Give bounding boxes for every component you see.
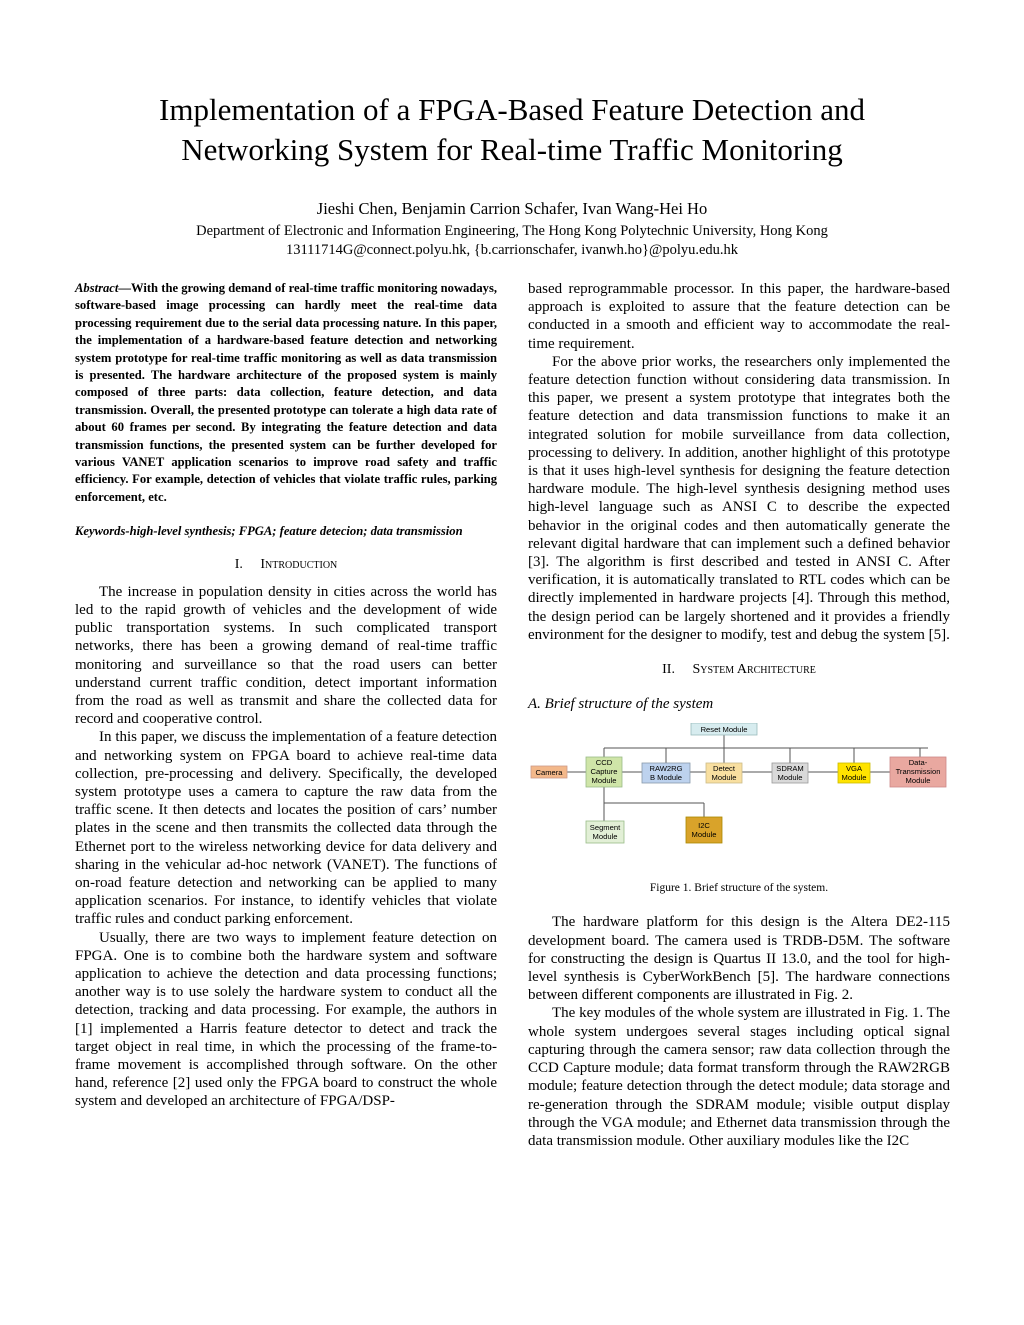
title-line-2: Networking System for Real-time Traffic Monitoring xyxy=(181,132,843,167)
right-column xyxy=(528,280,950,1150)
abstract-text: With the growing demand of real-time traffic monitoring nowadays, software-based image processing can hardly meet the real-time data processing requirement due to the serial data processing nature. In this paper, the implementation of a hardware-based feature detection and networking system prototype for real-time traffic monitoring as well as data transmission is presented. The hardware architecture of the proposed system is mainly composed of three parts: data collection, feature detection, and data transmission. Overall, the presented prototype can tolerate a high data rate of about 60 frames per second. By integrating the feature detection and data transmission functions, the presented system can be further developed for various VANET application scenarios to improve road safety and traffic efficiency. For example, detection of vehicles that violate traffic rules, parking enforcement, etc. xyxy=(75,281,497,504)
segment-label-2: Module xyxy=(592,832,618,842)
dt-label-3: Module xyxy=(905,776,931,786)
ccd-label-3: Module xyxy=(591,776,617,786)
right-paragraph-2: The hardware platform for this design is the Altera DE2-115 development board. The camera used is TRDB-D5M. The software for constructing the design is Quartus II 13.0, and the tool for high-level synthesis is CyberWorkBench [5]. The hardware connections between different components are illustrated in Fig. 2. xyxy=(528,914,950,1004)
section-number: II. xyxy=(662,662,675,678)
intro-paragraph-2: In this paper, we discuss the implementation of a feature detection and networking system on FPGA board to achieve real-time data collection, pre-processing and delivery. Specifically, the developed system prototype uses a camera to capture the raw data from the traffic scene. It then detects and locates the position of cars’ number plates in the scene and then transmits the collected data through the Ethernet port to the wireless networking device for data delivery and sharing in the vehicular ad-hoc network (VANET). The functions of on-road feature detection and networking can be applied to many application scenarios. For instance, to identify vehicles that violate traffic rules and conduct parking enforcement. xyxy=(75,729,497,928)
right-paragraph-continued: based reprogrammable processor. In this paper, the hardware-based approach is exploited to assure that the feature detection can be conducted in a smooth and efficient way to accommodate the real-time requirement. xyxy=(528,281,950,352)
section-number: I. xyxy=(234,556,243,572)
ccd-label-2: Capture xyxy=(590,767,618,777)
block-diagram-svg xyxy=(528,723,950,873)
section-title: Introduction xyxy=(260,556,338,572)
affiliation-block xyxy=(0,222,1024,260)
intro-paragraph-1: The increase in population density in cities across the world has led to the rapid growth of vehicles and the development of wide public transportation systems. In such complicated transport networks, there has been a growing demand of real-time traffic monitoring and surveillance so that the road users can better understand current traffic condition, detect important information from the road as well as transmit and share the collected data for record and cooperative control. xyxy=(75,583,497,728)
sdram-label-2: Module xyxy=(777,773,803,783)
figure-1-caption: Figure 1. Brief structure of the system. xyxy=(649,882,829,895)
abstract xyxy=(75,280,497,506)
title-line-1: Implementation of a FPGA-Based Feature Detection and xyxy=(159,92,865,127)
raw-label-1: RAW2RG xyxy=(649,764,683,774)
camera-label: Camera xyxy=(535,768,563,778)
paper-title xyxy=(0,90,1024,170)
section-heading-introduction xyxy=(75,556,497,574)
vga-label-1: VGA xyxy=(845,764,863,774)
right-paragraph-1: For the above prior works, the researchers only implemented the feature detection function without considering data transmission. In this paper, we present a system prototype that integrates both the feature detection and data transmission functions to make it an integrated solution for mobile surveillance from data collection, processing to delivery. In addition, another highlight of this prototype is that it uses high-level synthesis for designing the feature detection hardware module. The high-level synthesis designing method uses high-level language such as ANSI C to describe the expected behavior in the original codes and then automatically generate the relevant digital hardware that can implement such a defined behavior [3]. The algorithm is first described and tested in ANSI C. After verification, it is automatically translated to RTL codes which can be directly implemented in hardware projects [4]. Through this method, the design period can be largely shortened and it provides a friendly environment for the designer to modify, test and debug the system [5]. xyxy=(528,353,950,643)
raw-label-2: B Module xyxy=(649,773,683,783)
author-emails: 13111714G@connect.polyu.hk, {b.carrionschafer, ivanwh.ho}@polyu.edu.hk xyxy=(285,242,739,258)
dt-label-1: Data- xyxy=(908,758,928,768)
i2c-label-2: Module xyxy=(691,830,717,840)
abstract-label: Abstract xyxy=(75,281,119,295)
figure-1-block-diagram xyxy=(528,723,950,873)
right-paragraph-3: The key modules of the whole system are illustrated in Fig. 1. The whole system undergoes several stages including optical signal capturing through the camera sensor; raw data collection through the CCD Capture module; data format transform through the RAW2RGB module; feature detection through the detect module; data storage and re-generation through the SDRAM module; visible output display through the VGA module; and Ethernet data transmission through the data transmission module. Other auxiliary modules like the I2C xyxy=(528,1005,950,1149)
section-heading-system-architecture xyxy=(528,661,950,679)
author-list: Jieshi Chen, Benjamin Carrion Schafer, Ivan Wang-Hei Ho xyxy=(316,199,708,218)
segment-label-1: Segment xyxy=(589,823,621,833)
ccd-label-1: CCD xyxy=(595,758,613,768)
affiliation: Department of Electronic and Information Engineering, The Hong Kong Polytechnic University, Hong Kong xyxy=(196,223,828,239)
keywords: Keywords-high-level synthesis; FPGA; feature detecion; data transmission xyxy=(75,524,463,539)
i2c-label-1: I2C xyxy=(698,821,710,831)
detect-label-2: Module xyxy=(711,773,737,783)
left-column xyxy=(75,280,497,1111)
sdram-label-1: SDRAM xyxy=(776,764,804,774)
detect-label-1: Detect xyxy=(713,764,735,774)
abstract-dash: — xyxy=(118,281,131,295)
intro-paragraph-3: Usually, there are two ways to implement feature detection on FPGA. One is to combine both the hardware system and software application to achieve the detection and data processing functions; another way is to use solely the hardware system to conduct all the detection, tracking and data processing. For example, the authors in [1] implemented a Harris feature detector to detect and track the target object in real time, in which the processing of the frame-to-frame movement is accomplished through software. On the other hand, reference [2] used only the FPGA board to construct the whole system and developed an architecture of FPGA/DSP- xyxy=(75,929,497,1110)
reset-module-label: Reset Module xyxy=(700,725,748,735)
subsection-heading-a: A. Brief structure of the system xyxy=(528,696,714,713)
vga-label-2: Module xyxy=(841,773,867,783)
section-title: System Architecture xyxy=(692,662,816,678)
dt-label-2: Transmission xyxy=(895,767,941,777)
